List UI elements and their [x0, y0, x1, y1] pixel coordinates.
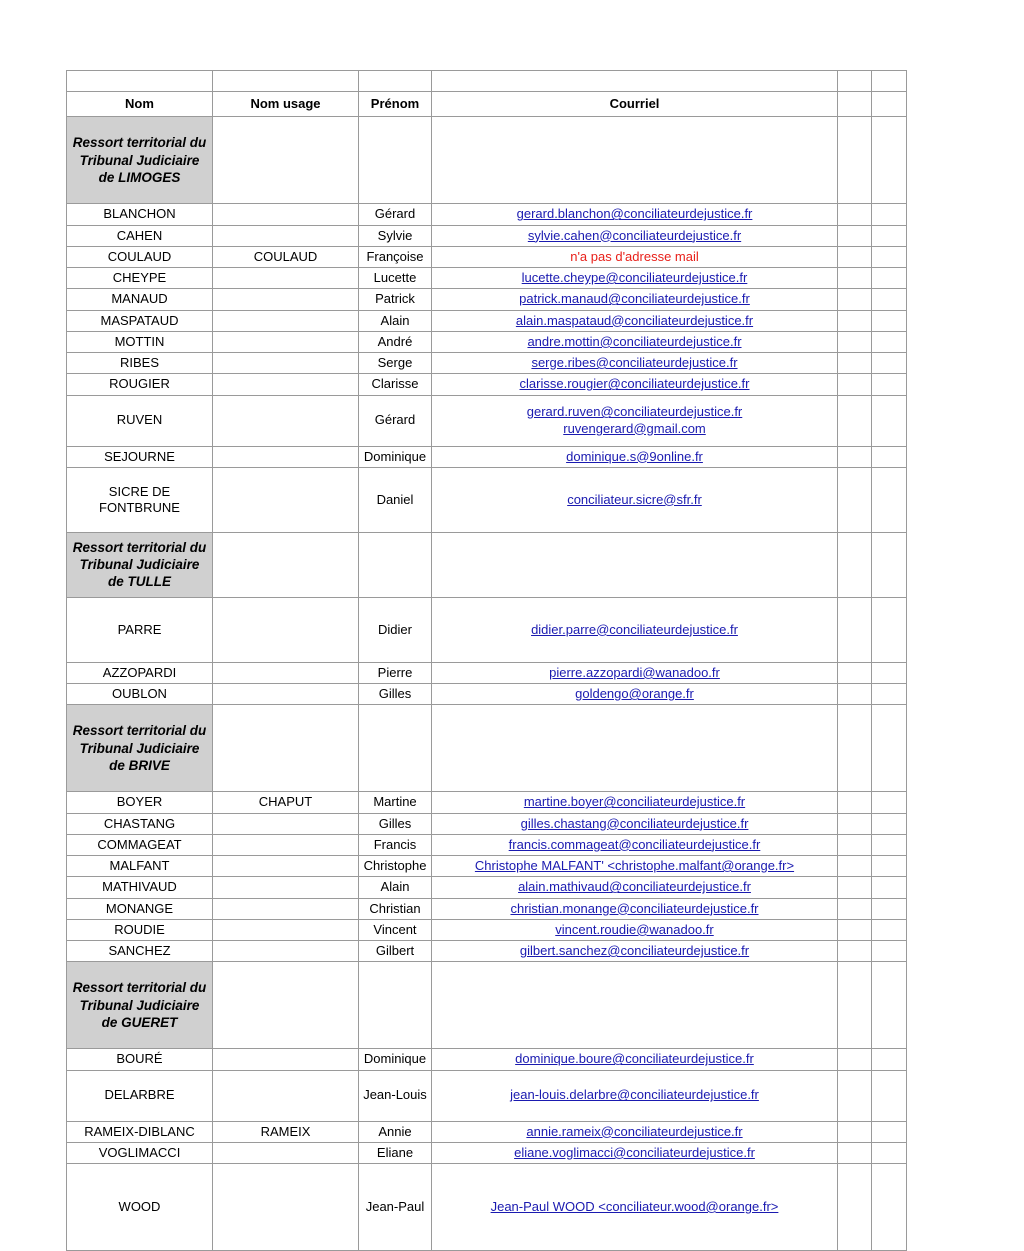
- table-top-spacer: [67, 71, 907, 92]
- cell-nom: CHEYPE: [67, 268, 213, 289]
- cell-prenom: Daniel: [359, 467, 432, 532]
- cell-prenom: Annie: [359, 1121, 432, 1142]
- cell-courriel[interactable]: [432, 1142, 838, 1163]
- section-extra-2: [872, 705, 907, 792]
- email-link[interactable]: gilbert.sanchez@conciliateurdejustice.fr: [519, 943, 750, 958]
- section-row: [67, 705, 907, 792]
- email-list: [435, 291, 834, 307]
- section-mail-cell: [432, 117, 838, 204]
- email-list: [435, 1087, 834, 1103]
- cell-extra-2: [872, 353, 907, 374]
- table-row: [67, 467, 907, 532]
- email-link[interactable]: christian.monange@conciliateurdejustice.fr: [510, 900, 759, 916]
- table-row: [67, 353, 907, 374]
- cell-prenom: Dominique: [359, 446, 432, 467]
- cell-prenom: Lucette: [359, 268, 432, 289]
- column-header-2: Nom usage: [213, 92, 359, 117]
- cell-nom-usage: [213, 268, 359, 289]
- section-prenom-cell: [359, 117, 432, 204]
- cell-nom: BOYER: [67, 792, 213, 813]
- email-list: [435, 943, 834, 959]
- cell-extra-1: [838, 856, 872, 877]
- email-link[interactable]: vincent.roudie@wanadoo.fr: [555, 921, 714, 937]
- cell-prenom: Eliane: [359, 1142, 432, 1163]
- email-link[interactable]: annie.rameix@conciliateurdejustice.fr: [526, 1123, 743, 1139]
- cell-extra-1: [838, 331, 872, 352]
- cell-extra-2: [872, 395, 907, 446]
- cell-extra-1: [838, 467, 872, 532]
- cell-nom-usage: [213, 1142, 359, 1163]
- cell-extra-1: [838, 446, 872, 467]
- cell-nom: RUVEN: [67, 395, 213, 446]
- cell-courriel[interactable]: [432, 204, 838, 225]
- cell-courriel[interactable]: [432, 374, 838, 395]
- cell-courriel[interactable]: [432, 898, 838, 919]
- table-row: [67, 856, 907, 877]
- cell-extra-1: [838, 1049, 872, 1070]
- table-row: [67, 834, 907, 855]
- table-row: [67, 310, 907, 331]
- cell-extra-1: [838, 1070, 872, 1121]
- cell-extra-2: [872, 877, 907, 898]
- section-title: Ressort territorial du Tribunal Judiciaire de BRIVE: [67, 705, 213, 792]
- cell-courriel[interactable]: [432, 1070, 838, 1121]
- table-row: [67, 813, 907, 834]
- table-header-row: [67, 92, 907, 117]
- cell-prenom: Christian: [359, 898, 432, 919]
- table-row: [67, 919, 907, 940]
- cell-extra-2: [872, 374, 907, 395]
- email-link[interactable]: Jean-Paul WOOD <conciliateur.wood@orange.fr>: [490, 1198, 779, 1214]
- cell-extra-1: [838, 662, 872, 683]
- email-list: [435, 313, 834, 329]
- cell-extra-1: [838, 877, 872, 898]
- section-prenom-cell: [359, 705, 432, 792]
- email-list: [435, 922, 834, 938]
- email-list: [435, 1145, 834, 1161]
- cell-prenom: Gilbert: [359, 941, 432, 962]
- cell-prenom: Alain: [359, 877, 432, 898]
- cell-extra-1: [838, 246, 872, 267]
- email-list: [435, 879, 834, 895]
- conciliators-table: [66, 70, 907, 1251]
- cell-prenom: Jean-Paul: [359, 1164, 432, 1251]
- email-list: [435, 1051, 834, 1067]
- cell-extra-2: [872, 310, 907, 331]
- table-row: [67, 1070, 907, 1121]
- section-extra-2: [872, 962, 907, 1049]
- section-usage-cell: [213, 532, 359, 597]
- cell-nom-usage: [213, 310, 359, 331]
- cell-extra-2: [872, 204, 907, 225]
- cell-extra-1: [838, 1164, 872, 1251]
- cell-extra-2: [872, 331, 907, 352]
- section-extra-1: [838, 532, 872, 597]
- email-link[interactable]: alain.mathivaud@conciliateurdejustice.fr: [518, 879, 751, 895]
- cell-nom-usage: [213, 331, 359, 352]
- cell-prenom: Sylvie: [359, 225, 432, 246]
- cell-nom: VOGLIMACCI: [67, 1142, 213, 1163]
- spreadsheet-sheet: [66, 70, 906, 1251]
- cell-extra-1: [838, 289, 872, 310]
- email-link[interactable]: Christophe MALFANT' <christophe.malfant@orange.fr>: [474, 858, 795, 873]
- cell-nom: MASPATAUD: [67, 310, 213, 331]
- cell-nom-usage: CHAPUT: [213, 792, 359, 813]
- cell-nom: COULAUD: [67, 246, 213, 267]
- cell-prenom: Christophe: [359, 856, 432, 877]
- cell-prenom: Gérard: [359, 204, 432, 225]
- section-usage-cell: [213, 705, 359, 792]
- cell-nom-usage: [213, 467, 359, 532]
- cell-nom: CHASTANG: [67, 813, 213, 834]
- table-row: [67, 395, 907, 446]
- email-link[interactable]: lucette.cheype@conciliateurdejustice.fr: [521, 270, 748, 285]
- empty-cell: [838, 71, 872, 92]
- cell-extra-1: [838, 684, 872, 705]
- cell-extra-1: [838, 268, 872, 289]
- header-blank-2: [872, 92, 907, 117]
- cell-nom-usage: [213, 684, 359, 705]
- section-extra-1: [838, 117, 872, 204]
- cell-nom: MOTTIN: [67, 331, 213, 352]
- table-row: [67, 246, 907, 267]
- cell-courriel[interactable]: [432, 331, 838, 352]
- cell-nom-usage: [213, 1070, 359, 1121]
- cell-nom-usage: [213, 919, 359, 940]
- cell-nom-usage: [213, 877, 359, 898]
- section-usage-cell: [213, 962, 359, 1049]
- table-row: [67, 446, 907, 467]
- cell-courriel[interactable]: [432, 856, 838, 877]
- cell-nom: DELARBRE: [67, 1070, 213, 1121]
- email-list: [435, 622, 834, 638]
- cell-nom-usage: [213, 898, 359, 919]
- cell-extra-2: [872, 268, 907, 289]
- cell-prenom: Martine: [359, 792, 432, 813]
- email-link[interactable]: francis.commageat@conciliateurdejustice.fr: [508, 836, 761, 852]
- email-link[interactable]: conciliateur.sicre@sfr.fr: [567, 491, 702, 507]
- cell-courriel[interactable]: [432, 446, 838, 467]
- cell-nom: ROUDIE: [67, 919, 213, 940]
- section-row: [67, 117, 907, 204]
- table-row: [67, 289, 907, 310]
- email-list: [435, 816, 834, 832]
- table-row: [67, 204, 907, 225]
- cell-extra-2: [872, 467, 907, 532]
- table-row: [67, 1121, 907, 1142]
- email-link[interactable]: dominique.boure@conciliateurdejustice.fr: [515, 1051, 754, 1067]
- email-list: [435, 228, 834, 244]
- cell-nom: MATHIVAUD: [67, 877, 213, 898]
- cell-courriel[interactable]: [432, 289, 838, 310]
- cell-nom-usage: [213, 374, 359, 395]
- section-extra-2: [872, 532, 907, 597]
- cell-nom: RAMEIX-DIBLANC: [67, 1121, 213, 1142]
- section-extra-1: [838, 705, 872, 792]
- cell-extra-1: [838, 353, 872, 374]
- cell-extra-2: [872, 446, 907, 467]
- cell-nom: MONANGE: [67, 898, 213, 919]
- cell-prenom: Patrick: [359, 289, 432, 310]
- cell-extra-1: [838, 310, 872, 331]
- cell-courriel[interactable]: [432, 1049, 838, 1070]
- cell-extra-1: [838, 813, 872, 834]
- cell-nom: RIBES: [67, 353, 213, 374]
- section-usage-cell: [213, 117, 359, 204]
- email-list: [435, 858, 834, 874]
- cell-prenom: Francis: [359, 834, 432, 855]
- cell-prenom: Clarisse: [359, 374, 432, 395]
- section-prenom-cell: [359, 532, 432, 597]
- cell-prenom: Dominique: [359, 1049, 432, 1070]
- email-list: [435, 404, 834, 437]
- cell-extra-1: [838, 1142, 872, 1163]
- cell-nom-usage: [213, 941, 359, 962]
- cell-prenom: Pierre: [359, 662, 432, 683]
- cell-nom: PARRE: [67, 597, 213, 662]
- email-list: [435, 355, 834, 371]
- cell-nom: CAHEN: [67, 225, 213, 246]
- email-link[interactable]: gerard.ruven@conciliateurdejustice.fr: [526, 404, 743, 420]
- email-list: [435, 1199, 834, 1215]
- cell-nom: SICRE DE FONTBRUNE: [67, 467, 213, 532]
- cell-prenom: Gilles: [359, 684, 432, 705]
- email-list: [435, 665, 834, 681]
- table-row: [67, 597, 907, 662]
- table-row: [67, 1049, 907, 1070]
- cell-courriel[interactable]: [432, 395, 838, 446]
- table-row: [67, 374, 907, 395]
- table-row: [67, 792, 907, 813]
- cell-prenom: Serge: [359, 353, 432, 374]
- table-row: [67, 684, 907, 705]
- table-row: [67, 877, 907, 898]
- email-link[interactable]: sylvie.cahen@conciliateurdejustice.fr: [527, 227, 742, 243]
- cell-nom-usage: [213, 856, 359, 877]
- section-mail-cell: [432, 962, 838, 1049]
- cell-prenom: Alain: [359, 310, 432, 331]
- email-link[interactable]: patrick.manaud@conciliateurdejustice.fr: [519, 291, 750, 307]
- email-list: [435, 270, 834, 286]
- cell-courriel[interactable]: [432, 662, 838, 683]
- cell-courriel[interactable]: [432, 813, 838, 834]
- section-mail-cell: [432, 705, 838, 792]
- cell-extra-1: [838, 395, 872, 446]
- email-link[interactable]: pierre.azzopardi@wanadoo.fr: [549, 664, 720, 680]
- email-list: [435, 449, 834, 465]
- section-row: [67, 962, 907, 1049]
- section-title: Ressort territorial du Tribunal Judiciaire de GUERET: [67, 962, 213, 1049]
- empty-cell: [213, 71, 359, 92]
- cell-prenom: Françoise: [359, 246, 432, 267]
- cell-extra-2: [872, 1142, 907, 1163]
- cell-extra-2: [872, 225, 907, 246]
- email-link[interactable]: gilles.chastang@conciliateurdejustice.fr: [520, 815, 749, 831]
- cell-prenom: Gilles: [359, 813, 432, 834]
- cell-extra-2: [872, 1070, 907, 1121]
- cell-courriel[interactable]: [432, 467, 838, 532]
- cell-nom-usage: [213, 813, 359, 834]
- cell-nom: SEJOURNE: [67, 446, 213, 467]
- cell-nom: BLANCHON: [67, 204, 213, 225]
- cell-courriel[interactable]: [432, 684, 838, 705]
- email-link[interactable]: clarisse.rougier@conciliateurdejustice.fr: [519, 376, 750, 392]
- table-row: [67, 225, 907, 246]
- cell-courriel[interactable]: [432, 792, 838, 813]
- cell-courriel[interactable]: [432, 597, 838, 662]
- email-link[interactable]: martine.boyer@conciliateurdejustice.fr: [523, 794, 746, 810]
- no-email-note: n'a pas d'adresse mail: [570, 248, 699, 264]
- table-row: [67, 1142, 907, 1163]
- cell-extra-2: [872, 1121, 907, 1142]
- cell-nom-usage: COULAUD: [213, 246, 359, 267]
- table-row: [67, 268, 907, 289]
- email-link[interactable]: alain.maspataud@conciliateurdejustice.fr: [515, 312, 754, 328]
- table-row: [67, 898, 907, 919]
- cell-courriel[interactable]: [432, 941, 838, 962]
- email-link[interactable]: didier.parre@conciliateurdejustice.fr: [531, 621, 738, 637]
- cell-nom-usage: [213, 1049, 359, 1070]
- cell-prenom: André: [359, 331, 432, 352]
- cell-extra-2: [872, 1164, 907, 1251]
- cell-extra-1: [838, 1121, 872, 1142]
- cell-courriel[interactable]: [432, 353, 838, 374]
- column-header-4: Courriel: [432, 92, 838, 117]
- email-list: [435, 1124, 834, 1140]
- table-body: [67, 71, 907, 1251]
- cell-courriel[interactable]: [432, 225, 838, 246]
- cell-extra-1: [838, 919, 872, 940]
- email-list: [435, 686, 834, 702]
- cell-courriel[interactable]: [432, 268, 838, 289]
- cell-extra-1: [838, 834, 872, 855]
- cell-extra-1: [838, 225, 872, 246]
- cell-nom-usage: [213, 289, 359, 310]
- cell-courriel[interactable]: [432, 919, 838, 940]
- cell-extra-1: [838, 204, 872, 225]
- cell-extra-2: [872, 597, 907, 662]
- cell-extra-1: [838, 792, 872, 813]
- cell-nom: BOURÉ: [67, 1049, 213, 1070]
- cell-nom-usage: [213, 204, 359, 225]
- cell-extra-2: [872, 813, 907, 834]
- cell-prenom: Gérard: [359, 395, 432, 446]
- cell-nom: AZZOPARDI: [67, 662, 213, 683]
- section-title: Ressort territorial du Tribunal Judiciaire de LIMOGES: [67, 117, 213, 204]
- email-link[interactable]: goldengo@orange.fr: [575, 686, 694, 701]
- cell-nom: WOOD: [67, 1164, 213, 1251]
- cell-extra-2: [872, 898, 907, 919]
- cell-extra-2: [872, 684, 907, 705]
- cell-extra-2: [872, 792, 907, 813]
- cell-nom: MALFANT: [67, 856, 213, 877]
- cell-courriel[interactable]: [432, 1164, 838, 1251]
- email-link[interactable]: serge.ribes@conciliateurdejustice.fr: [531, 355, 738, 370]
- table-row: [67, 1164, 907, 1251]
- cell-nom: COMMAGEAT: [67, 834, 213, 855]
- cell-nom: ROUGIER: [67, 374, 213, 395]
- email-list: [435, 206, 834, 222]
- email-link[interactable]: jean-louis.delarbre@conciliateurdejustice.fr: [510, 1087, 759, 1103]
- cell-courriel[interactable]: [432, 1121, 838, 1142]
- table-row: [67, 331, 907, 352]
- cell-extra-2: [872, 289, 907, 310]
- cell-courriel[interactable]: [432, 246, 838, 267]
- column-header-1: Nom: [67, 92, 213, 117]
- cell-extra-2: [872, 662, 907, 683]
- cell-extra-1: [838, 374, 872, 395]
- cell-extra-2: [872, 856, 907, 877]
- cell-nom-usage: [213, 395, 359, 446]
- cell-extra-2: [872, 919, 907, 940]
- cell-extra-2: [872, 1049, 907, 1070]
- section-extra-2: [872, 117, 907, 204]
- header-blank-1: [838, 92, 872, 117]
- email-list: [435, 901, 834, 917]
- email-list: [435, 794, 834, 810]
- section-row: [67, 532, 907, 597]
- section-prenom-cell: [359, 962, 432, 1049]
- cell-courriel[interactable]: [432, 877, 838, 898]
- section-extra-1: [838, 962, 872, 1049]
- cell-nom-usage: [213, 446, 359, 467]
- empty-cell: [872, 71, 907, 92]
- cell-nom: OUBLON: [67, 684, 213, 705]
- cell-nom: MANAUD: [67, 289, 213, 310]
- email-list: [435, 492, 834, 508]
- cell-courriel[interactable]: [432, 310, 838, 331]
- cell-extra-1: [838, 941, 872, 962]
- cell-nom-usage: RAMEIX: [213, 1121, 359, 1142]
- email-link[interactable]: dominique.s@9online.fr: [566, 448, 703, 464]
- email-link[interactable]: gerard.blanchon@conciliateurdejustice.fr: [516, 206, 753, 222]
- section-mail-cell: [432, 532, 838, 597]
- cell-nom-usage: [213, 1164, 359, 1251]
- email-list: [435, 334, 834, 350]
- cell-prenom: Didier: [359, 597, 432, 662]
- cell-extra-2: [872, 246, 907, 267]
- email-link[interactable]: ruvengerard@gmail.com: [563, 420, 706, 436]
- cell-nom-usage: [213, 225, 359, 246]
- table-row: [67, 941, 907, 962]
- cell-extra-2: [872, 941, 907, 962]
- cell-prenom: Vincent: [359, 919, 432, 940]
- cell-nom-usage: [213, 662, 359, 683]
- cell-nom-usage: [213, 834, 359, 855]
- cell-prenom: Jean-Louis: [359, 1070, 432, 1121]
- email-link[interactable]: eliane.voglimacci@conciliateurdejustice.fr: [514, 1144, 755, 1160]
- empty-cell: [432, 71, 838, 92]
- cell-courriel[interactable]: [432, 834, 838, 855]
- cell-nom-usage: [213, 353, 359, 374]
- cell-nom: SANCHEZ: [67, 941, 213, 962]
- empty-cell: [359, 71, 432, 92]
- cell-extra-1: [838, 597, 872, 662]
- email-list: [435, 837, 834, 853]
- cell-extra-2: [872, 834, 907, 855]
- table-row: [67, 662, 907, 683]
- cell-nom-usage: [213, 597, 359, 662]
- email-link[interactable]: andre.mottin@conciliateurdejustice.fr: [527, 333, 742, 349]
- email-list: [435, 376, 834, 392]
- column-header-3: Prénom: [359, 92, 432, 117]
- empty-cell: [67, 71, 213, 92]
- cell-extra-1: [838, 898, 872, 919]
- section-title: Ressort territorial du Tribunal Judiciaire de TULLE: [67, 532, 213, 597]
